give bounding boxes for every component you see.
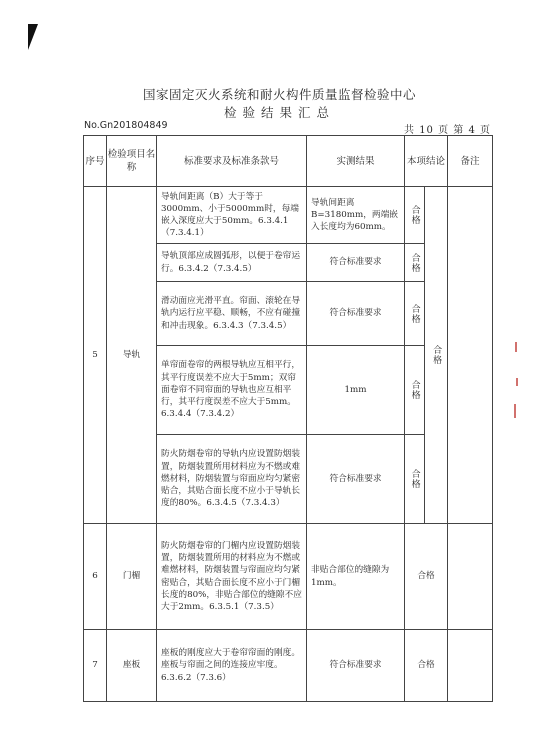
row5-5-conclusion: 合格 [409,469,420,489]
seal-edge-mark [516,378,518,386]
row5-5-requirement: 防火防烟卷帘的导轨内应设置防烟装置，防烟装置所用材料应为不燃或难燃材料，防烟装置与帘面应均匀紧密贴合，其贴合面长度不应小于导轨长度的80%。6.3.4.5（7.3.4.3） [157,435,307,524]
row5-5-result: 符合标准要求 [307,435,405,524]
table-header-row [84,136,493,187]
header-requirement: 标准要求及标准条款号 [157,136,307,187]
row5-3-conclusion-cell [405,282,425,346]
row6-requirement: 防火防烟卷帘的门楣内应设置防烟装置，防烟装置所用的材料应为不燃或难燃材料，防烟装置与帘面应均匀紧密贴合，其贴合面长度不应小于门楣长度的80%，非贴合部位的缝隙不应大于2mm。6.3.5.1（7.3.5） [157,524,307,630]
scan-corner-mark [28,24,38,50]
row5-item: 导轨 [107,187,157,524]
row6-item: 门楣 [107,524,157,630]
table-row [84,187,493,244]
row5-1-conclusion: 合格 [409,205,420,225]
row5-4-result: 1mm [307,346,405,435]
page-info: 共 10 页 第 4 页 [404,125,491,136]
results-table [83,135,493,702]
row5-3-requirement: 滑动面应光滑平直。帘面、滚轮在导轨内运行应平稳、顺畅，不应有碰撞和冲击现象。6.3.4.3（7.3.4.5） [157,282,307,346]
header-seq: 序号 [84,136,107,187]
seal-edge-mark [514,404,516,418]
row5-5-conclusion-cell [405,435,425,524]
row5-group-conclusion-cell [425,187,448,524]
document-subtitle: 检验结果汇总 [223,105,335,120]
row5-1-requirement: 导轨间距离（B）大于等于3000mm、小于5000mm时，每端嵌入深度应大于50mm。6.3.4.1（7.3.4.1） [157,187,307,244]
row7-note [448,630,493,702]
header-conclusion: 本项结论 [405,136,448,187]
seal-edge-mark [515,342,517,352]
header-note: 备注 [448,136,493,187]
row5-seq: 5 [84,187,107,524]
row5-note [448,187,493,524]
row5-1-conclusion-cell [405,187,425,244]
row5-4-conclusion: 合格 [409,380,420,400]
row7-seq: 7 [84,630,107,702]
row5-4-conclusion-cell [405,346,425,435]
row7-requirement: 座板的刚度应大于卷帘帘面的刚度。座板与帘面之间的连接应牢度。6.3.6.2（7.3.6） [157,630,307,702]
row7-item: 座板 [107,630,157,702]
row5-2-conclusion: 合格 [409,252,420,273]
row6-note [448,524,493,630]
row5-1-result: 导轨间距离B=3180mm，两端嵌入长度均为60mm。 [307,187,405,244]
row5-3-result: 符合标准要求 [307,282,405,346]
row5-2-requirement: 导轨顶部应成圆弧形，以便于卷帘运行。6.3.4.2（7.3.4.5） [157,244,307,282]
document-title: 国家固定灭火系统和耐火构件质量监督检验中心 [142,87,416,102]
header-result: 实测结果 [307,136,405,187]
row5-4-requirement: 单帘面卷帘的两根导轨应互相平行，其平行度误差不应大于5mm；双帘面卷帘不同帘面的导轨也应互相平行，其平行度误差不应大于5mm。6.3.4.4（7.3.4.2） [157,346,307,435]
row6-conclusion: 合格 [405,524,448,630]
row7-result: 符合标准要求 [307,630,405,702]
row6-seq: 6 [84,524,107,630]
row5-3-conclusion: 合格 [409,303,420,324]
table-row [84,524,493,630]
row6-result: 非贴合部位的缝隙为1mm。 [307,524,405,630]
header-item: 检验项目名称 [107,136,157,187]
row7-conclusion: 合格 [405,630,448,702]
document-number: No.Gn201804849 [84,120,168,131]
row5-group-conclusion: 合格 [431,345,442,365]
row5-2-conclusion-cell [405,244,425,282]
table-row [84,630,493,702]
row5-2-result: 符合标准要求 [307,244,405,282]
